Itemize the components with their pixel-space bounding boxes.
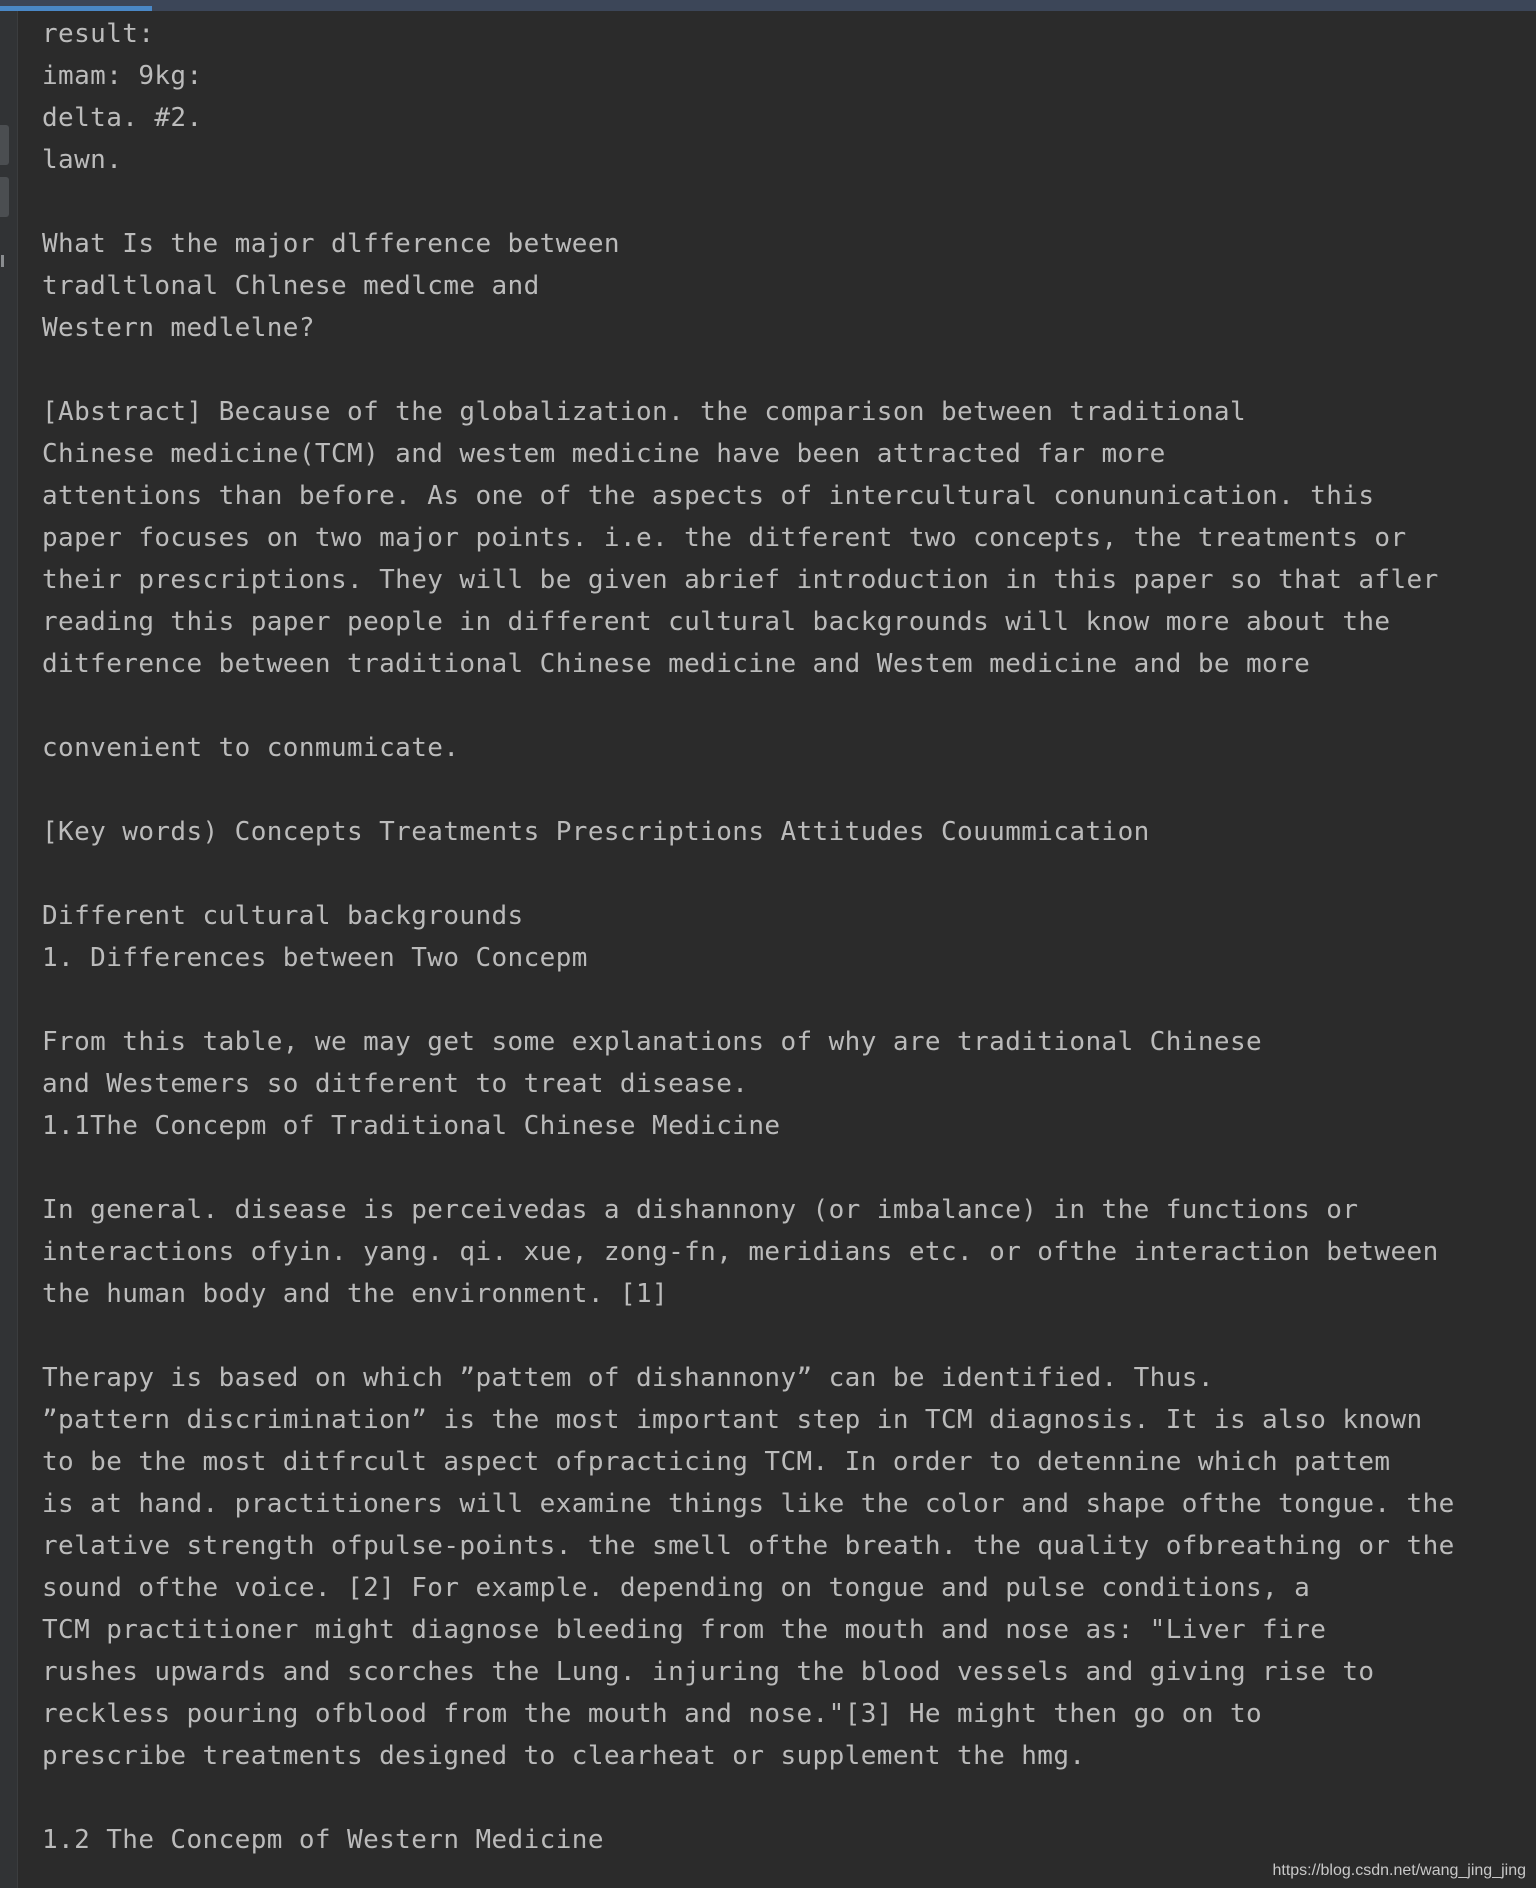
console-line [42, 685, 1522, 727]
console-line [42, 1315, 1522, 1357]
console-line [42, 769, 1522, 811]
gutter-tab-lower[interactable] [0, 177, 9, 217]
console-line: imam: 9kg: [42, 61, 203, 91]
console-line: TCM practitioner might diagnose bleeding from the mouth and nose as: "Liver fire [42, 1615, 1327, 1645]
console-line: What Is the major dlfference between [42, 229, 620, 259]
watermark: https://blog.csdn.net/wang_jing_jing [1272, 1862, 1526, 1879]
console-line: to be the most ditfrcult aspect ofpracticing TCM. In order to detennine which pattem [42, 1447, 1391, 1477]
console-line: ”pattern discrimination” is the most important step in TCM diagnosis. It is also known [42, 1405, 1423, 1435]
console-line [42, 181, 1522, 223]
console-line: delta. #2. [42, 103, 203, 133]
console-line [42, 853, 1522, 895]
gutter-tab-upper[interactable] [0, 125, 9, 165]
console-line: convenient to conmumicate. [42, 733, 460, 763]
window-top-bar [0, 0, 1536, 11]
console-line: attentions than before. As one of the aspects of intercultural conununication. this [42, 481, 1375, 511]
console-line: 1. Differences between Two Concepm [42, 943, 588, 973]
console-line: relative strength ofpulse-points. the smell ofthe breath. the quality ofbreathing or the [42, 1531, 1455, 1561]
progress-indicator [0, 6, 152, 11]
console-line: 1.2 The Concepm of Western Medicine [42, 1825, 604, 1855]
gutter-marker [1, 255, 4, 267]
console-line: [Key words) Concepts Treatments Prescriptions Attitudes Couummication [42, 817, 1150, 847]
console-line: reading this paper people in different cultural backgrounds will know more about the [42, 607, 1391, 637]
console-line: paper focuses on two major points. i.e. the ditferent two concepts, the treatments or [42, 523, 1407, 553]
console-line: result: [42, 19, 155, 49]
console-line: From this table, we may get some explanations of why are traditional Chinese [42, 1027, 1263, 1057]
console-line: Therapy is based on which ”pattem of dishannony” can be identified. Thus. [42, 1363, 1214, 1393]
console-line: reckless pouring ofblood from the mouth and nose."[3] He might then go on to [42, 1699, 1263, 1729]
console-line [42, 1777, 1522, 1819]
console-line: their prescriptions. They will be given abrief introduction in this paper so that afler [42, 565, 1439, 595]
console-line: Chinese medicine(TCM) and westem medicine have been attracted far more [42, 439, 1166, 469]
console-line [42, 349, 1522, 391]
console-line: lawn. [42, 145, 123, 175]
console-line: tradltlonal Chlnese medlcme and [42, 271, 540, 301]
console-line: In general. disease is perceivedas a dishannony (or imbalance) in the functions or [42, 1195, 1359, 1225]
console-line: 1.1The Concepm of Traditional Chinese Medicine [42, 1111, 781, 1141]
console-line: is at hand. practitioners will examine things like the color and shape ofthe tongue. the [42, 1489, 1455, 1519]
console-line: sound ofthe voice. [2] For example. depending on tongue and pulse conditions, a [42, 1573, 1311, 1603]
console-output[interactable] [42, 13, 1522, 1861]
console-line: and Westemers so ditferent to treat disease. [42, 1069, 749, 1099]
console-line: Different cultural backgrounds [42, 901, 524, 931]
console-gutter [0, 11, 18, 1888]
console-line: ditference between traditional Chinese medicine and Westem medicine and be more [42, 649, 1311, 679]
console-line: rushes upwards and scorches the Lung. injuring the blood vessels and giving rise to [42, 1657, 1375, 1687]
console-line: prescribe treatments designed to clearheat or supplement the hmg. [42, 1741, 1086, 1771]
console-line: interactions ofyin. yang. qi. xue, zong-fn, meridians etc. or ofthe interaction between [42, 1237, 1439, 1267]
console-line [42, 1147, 1522, 1189]
console-line [42, 979, 1522, 1021]
console-line: Western medlelne? [42, 313, 315, 343]
console-line: [Abstract] Because of the globalization. the comparison between traditional [42, 397, 1246, 427]
console-line: the human body and the environment. [1] [42, 1279, 669, 1309]
